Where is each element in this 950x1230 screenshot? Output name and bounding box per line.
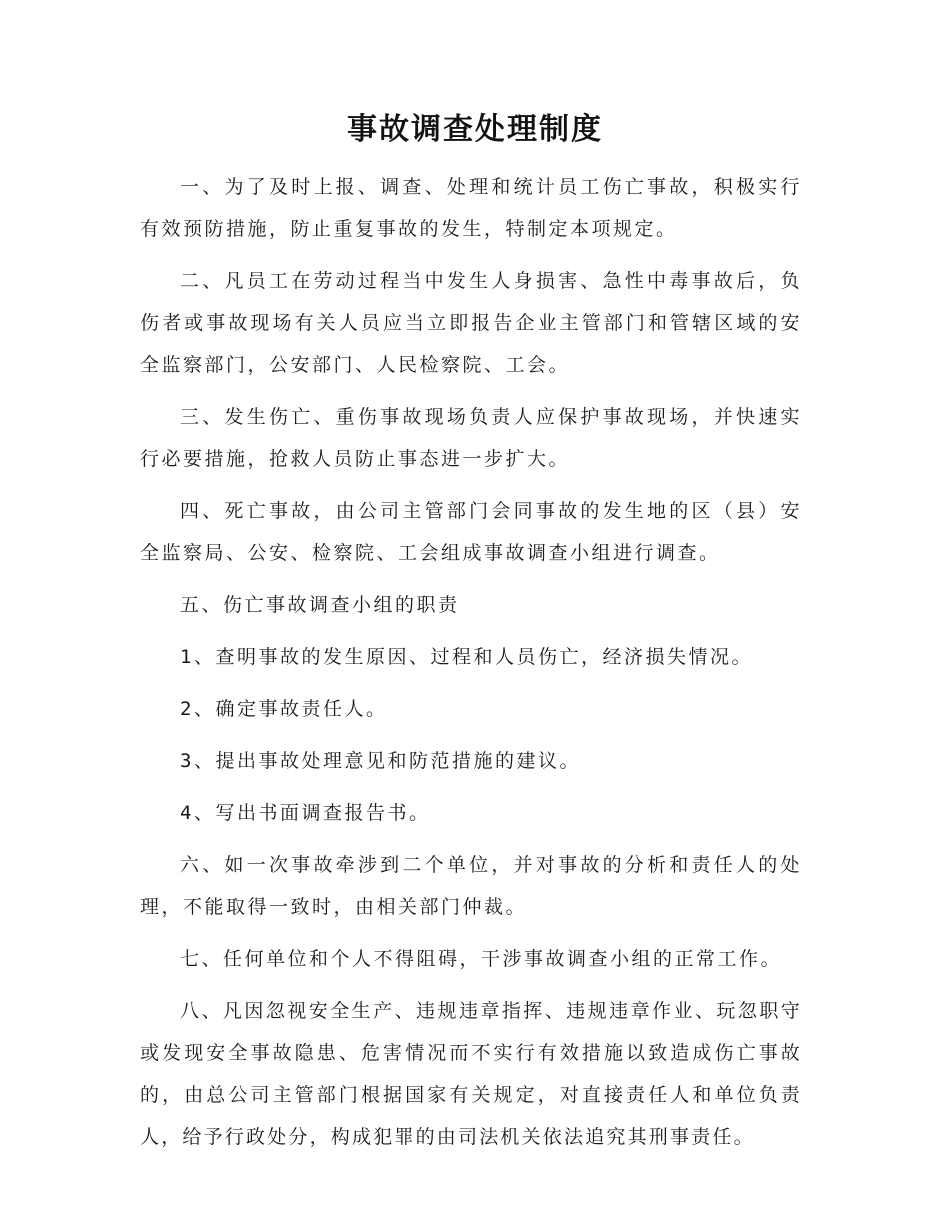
paragraph-2: 二、凡员工在劳动过程当中发生人身损害、急性中毒事故后，负伤者或事故现场有关人员应当立即报告企业主管部门和管辖区域的安全监察部门，公安部门、人民检察院、工会。 <box>140 270 802 376</box>
duty-item-2: 2、确定事故责任人。 <box>180 698 388 720</box>
paragraph-4: 四、死亡事故，由公司主管部门会同事故的发生地的区（县）安全监察局、公安、检察院、工会组成事故调查小组进行调查。 <box>140 500 802 564</box>
paragraph-6: 六、如一次事故牵涉到二个单位，并对事故的分析和责任人的处理，不能取得一致时，由相关部门仲裁。 <box>140 854 802 918</box>
document-title: 事故调查处理制度 <box>347 112 603 147</box>
paragraph-8: 八、凡因忽视安全生产、违规违章指挥、违规违章作业、玩忽职守或发现安全事故隐患、危害情况而不实行有效措施以致造成伤亡事故的，由总公司主管部门根据国家有关规定，对直接责任人和单位负责人，给予行政处分，构成犯罪的由司法机关依法追究其刑事责任。 <box>140 1000 802 1148</box>
paragraph-7: 七、任何单位和个人不得阻碍，干涉事故调查小组的正常工作。 <box>180 948 783 970</box>
duty-item-1: 1、查明事故的发生原因、过程和人员伤亡，经济损失情况。 <box>180 646 753 668</box>
document-body <box>140 166 802 1168</box>
duty-item-4: 4、写出书面调查报告书。 <box>180 802 431 824</box>
paragraph-1: 一、为了及时上报、调查、处理和统计员工伤亡事故，积极实行有效预防措施，防止重复事故的发生，特制定本项规定。 <box>140 176 802 240</box>
paragraph-3: 三、发生伤亡、重伤事故现场负责人应保护事故现场，并快速实行必要措施，抢救人员防止事态进一步扩大。 <box>140 406 802 470</box>
duty-item-3: 3、提出事故处理意见和防范措施的建议。 <box>180 750 581 772</box>
paragraph-5-heading: 五、伤亡事故调查小组的职责 <box>180 594 460 616</box>
